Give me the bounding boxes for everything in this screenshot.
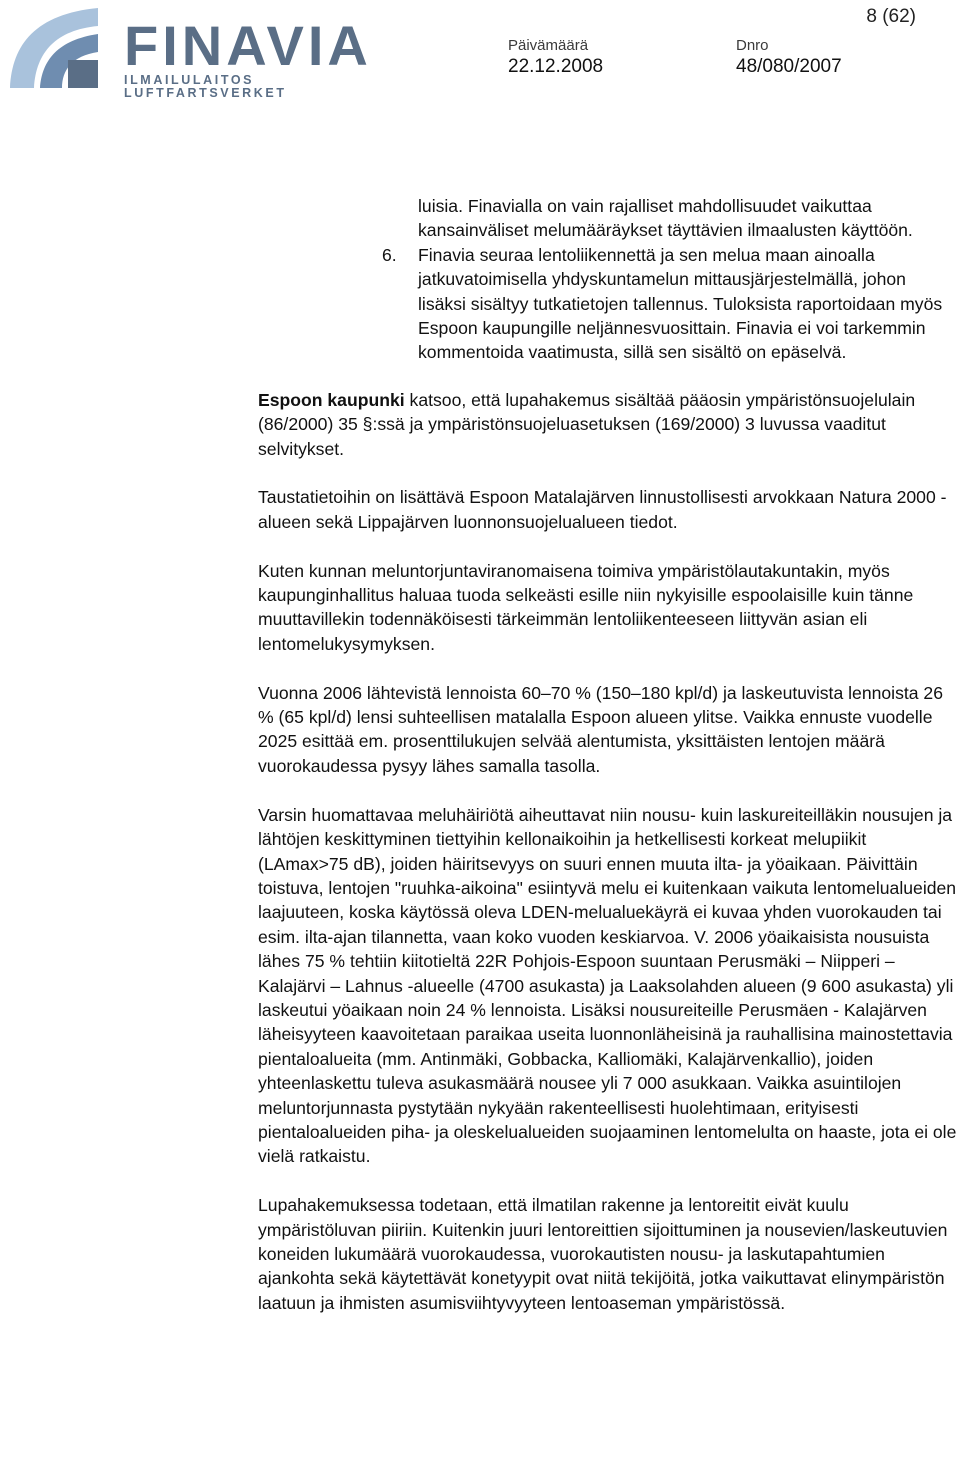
logo-wordmark: FINAVIA xyxy=(124,14,372,77)
date-label: Päivämäärä xyxy=(508,37,589,54)
paragraph-1 xyxy=(258,388,958,461)
numbered-list xyxy=(258,194,958,365)
list-item-text: luisia. Finavialla on vain rajalliset mahdollisuudet vaikuttaa kansainväliset melumääräykset täyttävien ilmaalusten käyttöön. xyxy=(418,196,913,241)
document-body xyxy=(258,194,958,1340)
paragraph-3: Kuten kunnan meluntorjuntaviranomaisena toimiva ympäristölautakuntakin, myös kaupunginhallitus haluaa tuoda selkeästi esille niin nykyisille espoolaisille kuin tänne muuttavillekin todennäköisesti tärkeimmän lentoliikenteeseen liittyvän asian eli lentomelukysymyksen. xyxy=(258,560,914,654)
paragraph-2: Taustatietoihin on lisättävä Espoon Matalajärven linnustollisesti arvokkaan Natura 2000 -alueen sekä Lippajärven luonnonsuojelualueen tiedot. xyxy=(258,487,947,532)
list-item-continued xyxy=(418,194,958,243)
paragraph-5: Varsin huomattavaa meluhäiriötä aiheuttavat niin nousu- kuin laskureiteilläkin nousujen ja lähtöjen keskittyminen tiettyihin kellonaikoihin ja hetkellisesti korkeat melupiikit (LAmax>75 dB), joiden häiritsevyys on suuri ennen muuta ilta- ja yöaikaan. Päivittäin toistuva, lentojen "ruuhka-aikoina" esiintyvä melu ei kuitenkaan vaikuta lentomelualueiden laajuuteen, koska käytössä oleva LDEN-melualuekäyrä ei kuvaa yhden vuorokauden tai esim. ilta-ajan tilannetta, vaan koko vuoden keskiarvoa. V. 2006 yöaikaisista nousuista lähes 75 % tehtiin kiitotieltä 22R Pohjois-Espoon suuntaan Perusmäki – Niipperi – Kalajärvi – Lahnus -alueelle (4700 asukasta) ja Laaksolahden alueen (9 600 asukasta) yli laskeutui yöaikaan noin 24 % lennoista. Lisäksi nousureiteille Perusmäen - Kalajärven läheisyyteen kaavoitetaan paraikaa useita luonnonläheisinä ja rauhallisina mainostettavia pientaloalueita (mm. Antinmäki, Gobbacka, Kalliomäki, Kalajärvenkallio), joiden yhteenlaskettu tuleva asukasmäärä nousee yli 7 000 asukkaan. Vaikka asuintilojen meluntorjunnasta pystytään nykyään rakenteellisesti huolehtimaan, erityisesti pientaloalueiden piha- ja oleskelualueiden suojaaminen lentomelulta on haaste, jota ei ole vielä ratkaistu. xyxy=(258,804,957,1167)
list-item-text: Finavia seuraa lentoliikennettä ja sen melua maan ainoalla jatkuvatoimisella yhdyskuntamelun mittausjärjestelmällä, johon lisäksi sisältyy tutkatietojen tallennus. Tuloksista raportoidaan myös Espoon kaupungille neljännesvuosittain. Finavia ei voi tarkemmin kommentoida vaatimusta, sillä sen sisältö on epäselvä. xyxy=(418,244,943,363)
paragraph-4: Vuonna 2006 lähtevistä lennoista 60–70 % (150–180 kpl/d) ja laskeutuvista lennoista 26 % (65 kpl/d) lensi suhteellisen matalalla Espoon alueen ylitse. Vaikka ennuste vuodelle 2025 esittää em. prosenttilukujen selvää alentumista, yksittäisten lentojen määrä vuorokaudessa pysyy lähes samalla tasolla. xyxy=(258,682,944,776)
paragraph-1-text: katsoo, että lupahakemus sisältää pääosin ympäristönsuojelulain (86/2000) 35 §:ssä ja ympäristönsuojeluasetuksen (169/2000) 3 luvussa vaaditut selvitykset. xyxy=(258,389,916,459)
logo-tagline: ILMAILULAITOS LUFTFARTSVERKET xyxy=(124,73,287,100)
paragraph-1-lead: Espoon kaupunki xyxy=(258,389,405,410)
list-item-number: 6. xyxy=(382,244,397,265)
ref-value: 48/080/2007 xyxy=(736,56,842,77)
list-item-6 xyxy=(382,243,958,365)
paragraph-6: Lupahakemuksessa todetaan, että ilmatilan rakenne ja lentoreitit eivät kuulu ympäristöluvan piiriin. Kuitenkin juuri lentoreittien sijoittuminen ja nousevien/laskeutuvien koneiden lukumäärä vuorokaudessa, vuorokautisten nousu- ja laskutapahtumien ajankohta sekä käytettävät konetyypit ovat niitä tekijöitä, jotka vaikuttavat elinympäristön laatuun ja ihmisten asumisviihtyvyyteen lentoaseman ympäristössä. xyxy=(258,1195,948,1313)
page-number: 8 (62) xyxy=(866,6,916,27)
ref-label: Dnro xyxy=(736,37,769,54)
date-value: 22.12.2008 xyxy=(508,56,604,77)
finavia-swoosh-icon xyxy=(6,4,116,90)
finavia-logo xyxy=(6,4,396,100)
